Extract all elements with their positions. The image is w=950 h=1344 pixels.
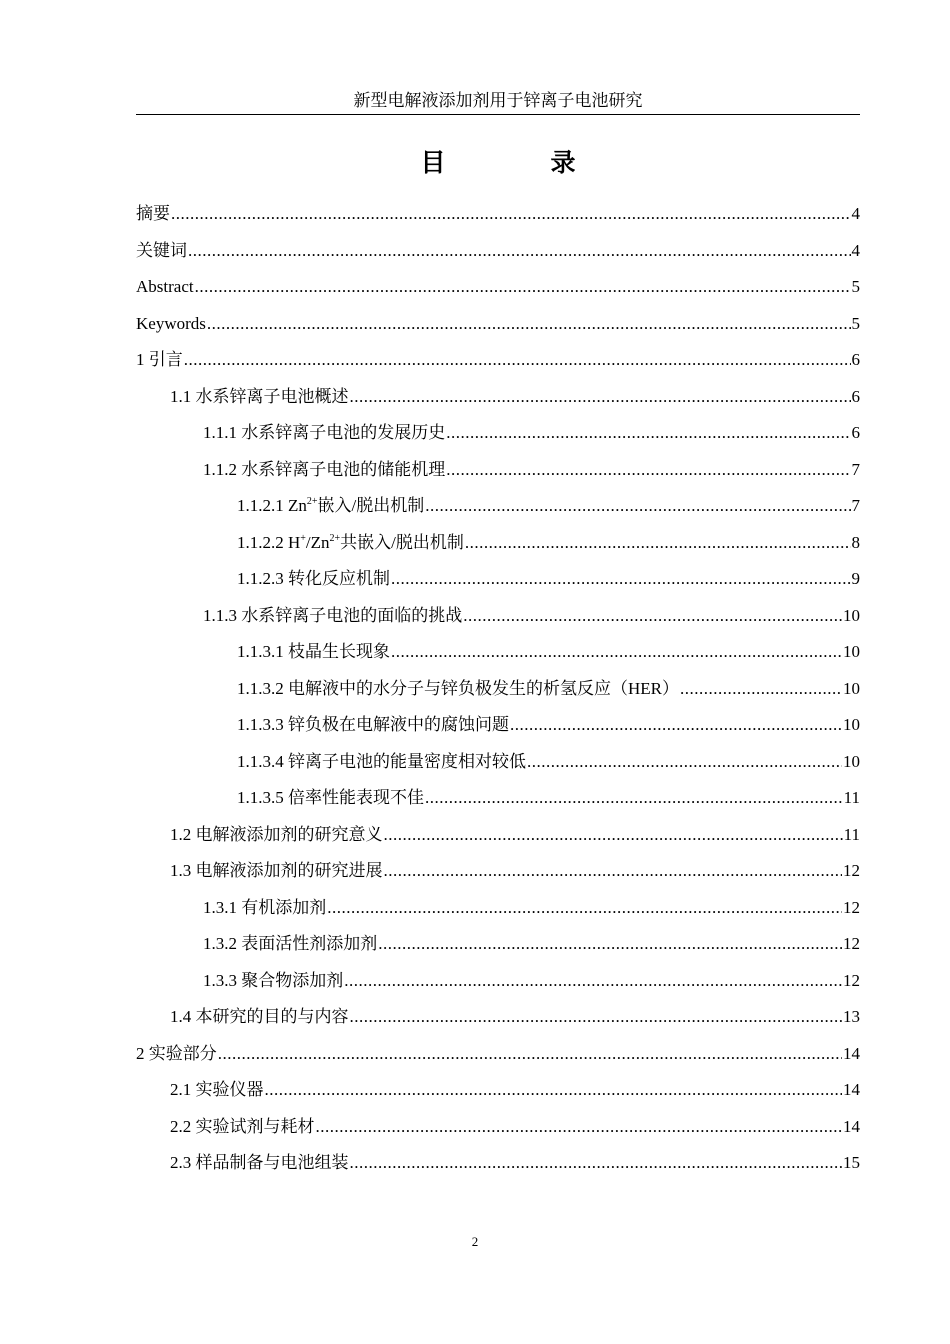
toc-entry-label: 2.2 实验试剂与耗材 [170, 1116, 315, 1136]
toc-entry[interactable] [136, 671, 860, 708]
toc-entry[interactable] [136, 379, 860, 416]
dot-leader [316, 1109, 843, 1146]
toc-page-number: 7 [851, 496, 860, 515]
toc-page-number: 12 [843, 970, 860, 990]
toc-page-number: 5 [851, 277, 860, 296]
dot-leader [171, 196, 851, 233]
toc-page-number: 14 [843, 1080, 860, 1099]
toc-entry-label: 1.3.3 聚合物添加剂 [203, 970, 344, 990]
dot-leader [425, 780, 843, 817]
toc-entry[interactable] [136, 926, 860, 963]
dot-leader [446, 415, 850, 452]
toc-title: 目 录 [420, 148, 616, 177]
toc-entry[interactable] [136, 707, 860, 744]
dot-leader [446, 452, 850, 489]
toc-page-number: 10 [843, 715, 860, 734]
toc-entry-label: 1.1.3.1 枝晶生长现象 [237, 642, 390, 661]
toc-entry-label: 1.3 电解液添加剂的研究进展 [170, 861, 383, 880]
toc-page-number: 10 [843, 678, 860, 698]
toc-entry[interactable] [136, 1109, 860, 1146]
toc-entry-label: 1.4 本研究的目的与内容 [170, 1007, 349, 1026]
toc-page-number: 14 [843, 1116, 860, 1136]
toc-page-number: 12 [843, 861, 860, 880]
dot-leader [391, 634, 842, 671]
toc-entry[interactable] [136, 744, 860, 781]
toc-entry-label: 1.1.3.2 电解液中的水分子与锌负极发生的析氢反应（HER） [237, 678, 679, 698]
toc-page-number: 7 [851, 459, 860, 479]
toc-entry[interactable] [136, 598, 860, 635]
dot-leader [384, 853, 843, 890]
toc-entry-label: 关键词 [136, 240, 187, 260]
dot-leader [350, 999, 843, 1036]
dot-leader [350, 1145, 843, 1182]
toc-entry[interactable] [136, 1145, 860, 1182]
toc-entry-label: 1.1 水系锌离子电池概述 [170, 386, 349, 406]
toc-entry-label: 2 实验部分 [136, 1043, 217, 1063]
toc-entry[interactable] [136, 963, 860, 1000]
toc-entry[interactable] [136, 342, 860, 379]
dot-leader [207, 306, 851, 343]
dot-leader [327, 890, 842, 927]
toc-page-number: 10 [843, 605, 860, 625]
toc-page-number: 10 [843, 642, 860, 661]
toc-entry[interactable] [136, 780, 860, 817]
toc-entry-label: 1.1.3.5 倍率性能表现不佳 [237, 788, 424, 807]
toc-page-number: 10 [843, 751, 860, 771]
toc-entry[interactable] [136, 196, 860, 233]
toc-entry[interactable] [136, 1036, 860, 1073]
toc-entry[interactable] [136, 488, 860, 525]
dot-leader [510, 707, 842, 744]
toc-entry[interactable] [136, 634, 860, 671]
toc-page-number: 6 [851, 350, 860, 369]
toc-entry[interactable] [136, 525, 860, 562]
toc-entry-label: 1.3.2 表面活性剂添加剂 [203, 934, 378, 953]
dot-leader [425, 488, 850, 525]
toc-page-number: 14 [843, 1043, 860, 1063]
dot-leader [391, 561, 851, 598]
toc-page-number: 11 [843, 824, 860, 844]
toc-page-number: 13 [843, 1007, 860, 1026]
dot-leader [465, 525, 851, 562]
toc-entry[interactable] [136, 999, 860, 1036]
toc-page-number: 4 [851, 240, 860, 260]
dot-leader [184, 342, 851, 379]
toc-entry[interactable] [136, 452, 860, 489]
toc-page-number: 15 [843, 1153, 860, 1172]
toc-entry-label: 1.1.2.3 转化反应机制 [237, 569, 390, 588]
toc-entry-label: 2.3 样品制备与电池组装 [170, 1153, 349, 1172]
toc-entry[interactable] [136, 1072, 860, 1109]
toc-entry-label: 1.1.2 水系锌离子电池的储能机理 [203, 459, 446, 479]
toc-page-number: 4 [851, 204, 860, 223]
toc-entry[interactable] [136, 233, 860, 270]
toc-entry-label: 1.1.2.2 $H^+/Zn^{2+}$共嵌入/脱出机制 [237, 532, 464, 552]
dot-leader [218, 1036, 842, 1073]
toc-entry-label: 1.1.3 水系锌离子电池的面临的挑战 [203, 605, 463, 625]
dot-leader [265, 1072, 843, 1109]
toc-entry-label: 1.2 电解液添加剂的研究意义 [170, 824, 383, 844]
dot-leader [195, 269, 851, 306]
toc-page-number: 11 [843, 788, 860, 807]
dot-leader [680, 671, 842, 708]
dot-leader [350, 379, 851, 416]
dot-leader [463, 598, 842, 635]
toc-page-number: 9 [851, 569, 860, 588]
toc-entry-label: 1.1.3.3 锌负极在电解液中的腐蚀问题 [237, 715, 509, 734]
toc-entry-label: Keywords [136, 313, 206, 333]
dot-leader [188, 233, 851, 270]
toc-entry-label: 摘要 [136, 204, 170, 223]
toc-entry[interactable] [136, 269, 860, 306]
toc-entry[interactable] [136, 817, 860, 854]
toc-entry[interactable] [136, 853, 860, 890]
toc-entry-label: 1.3.1 有机添加剂 [203, 897, 327, 917]
toc-page-number: 6 [851, 423, 860, 442]
toc-entry-label: 1.1.1 水系锌离子电池的发展历史 [203, 423, 446, 442]
dot-leader [378, 926, 842, 963]
toc-page-number: 12 [843, 897, 860, 917]
dot-leader [384, 817, 843, 854]
toc-entry[interactable] [136, 306, 860, 343]
toc-entry[interactable] [136, 561, 860, 598]
toc-page-number: 5 [851, 313, 860, 333]
toc-entry[interactable] [136, 415, 860, 452]
toc-entry[interactable] [136, 890, 860, 927]
toc-entry-label: 1.1.3.4 锌离子电池的能量密度相对较低 [237, 751, 526, 771]
toc-entry-label: 2.1 实验仪器 [170, 1080, 264, 1099]
toc-entry-label: 1 引言 [136, 350, 183, 369]
dot-leader [527, 744, 842, 781]
toc-entry-label: Abstract [136, 277, 194, 296]
toc-page-number: 6 [851, 386, 860, 406]
page-number: 2 [471, 1234, 479, 1249]
table-of-contents [136, 196, 860, 1182]
toc-page-number: 12 [843, 934, 860, 953]
toc-entry-label: 1.1.2.1 $Zn^{2+}$嵌入/脱出机制 [237, 496, 425, 515]
running-header: 新型电解液添加剂用于锌离子电池研究 [136, 90, 860, 115]
dot-leader [344, 963, 842, 1000]
toc-page-number: 8 [851, 532, 860, 552]
